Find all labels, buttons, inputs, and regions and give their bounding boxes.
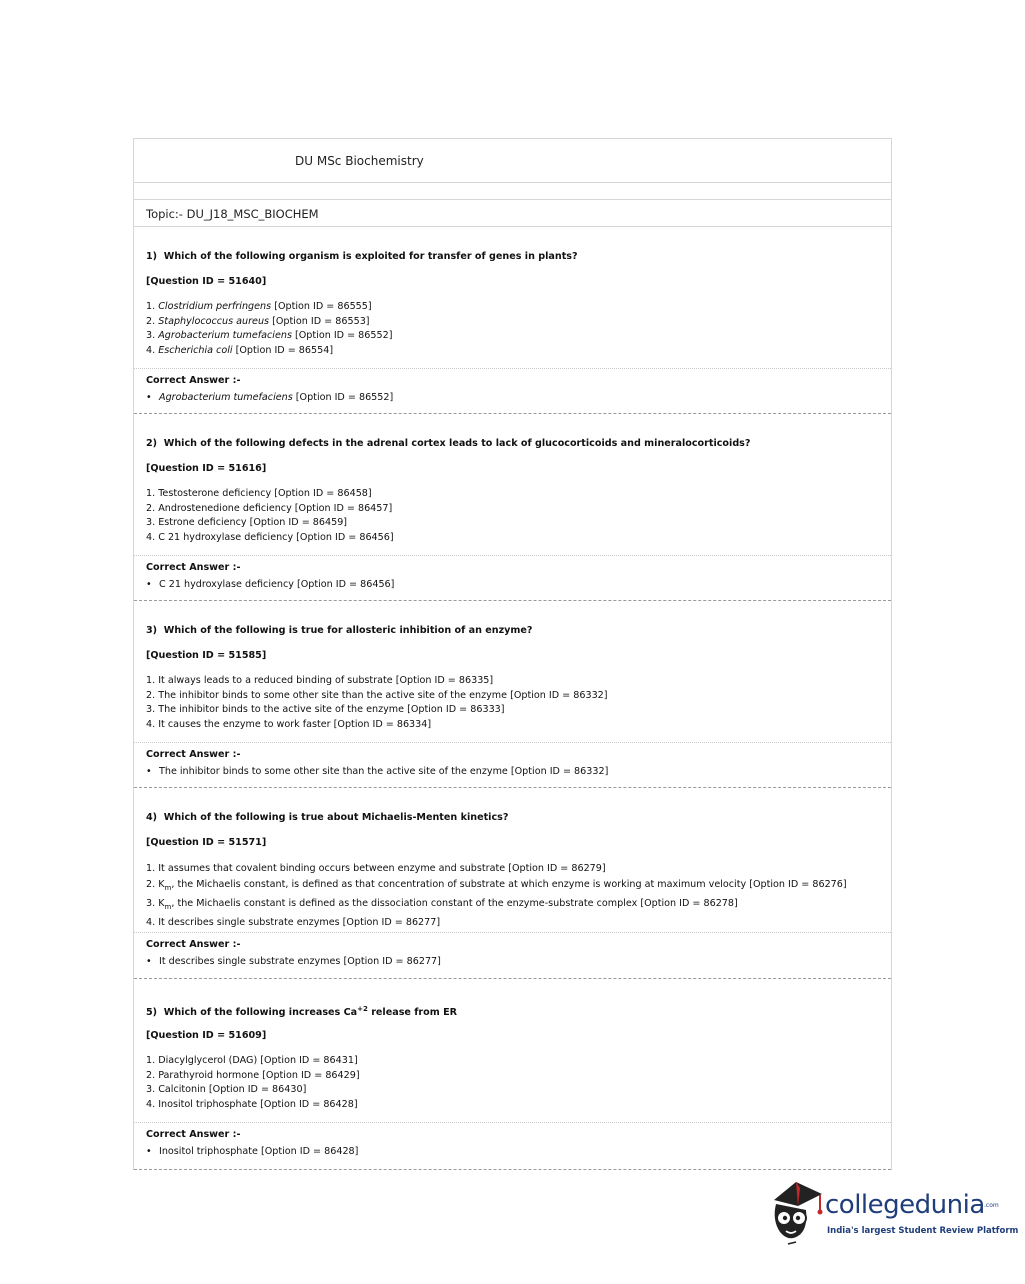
- question-block: [134, 227, 891, 414]
- option-item: 4. Inositol triphosphate [Option ID = 86428]: [146, 1099, 358, 1111]
- question-text: 5) Which of the following increases $Ca^{+2}$ release from ER: [146, 1005, 458, 1019]
- question-text: 3) Which of the following is true for allosteric inhibition of an enzyme?: [146, 625, 533, 636]
- answer-divider: [134, 368, 891, 369]
- question-block: [134, 414, 891, 601]
- option-item: 1. It assumes that covalent binding occurs between enzyme and substrate [Option ID = 86279]: [146, 863, 606, 874]
- question-text: 4) Which of the following is true about Michaelis-Menten kinetics?: [146, 812, 509, 823]
- question-block: [134, 788, 891, 979]
- option-item: 2. Staphylococcus aureus [Option ID = 86553]: [146, 315, 370, 327]
- brand-name: collegedunia: [825, 1190, 985, 1220]
- option-item: 4. Escherichia coli [Option ID = 86554]: [146, 345, 334, 357]
- correct-answer-label: Correct Answer :-: [146, 939, 241, 950]
- option-item: 4. It describes single substrate enzymes [Option ID = 86277]: [146, 917, 441, 929]
- correct-answer-label: Correct Answer :-: [146, 749, 241, 760]
- option-item: 3. $K_m$, the Michaelis constant is defined as the dissociation constant of the enzyme-substrate complex [Option ID = 86278]: [146, 897, 738, 911]
- question-text: 1) Which of the following organism is exploited for transfer of genes in plants?: [146, 251, 578, 262]
- question-block: [134, 601, 891, 788]
- question-id: [Question ID = 51585]: [146, 650, 267, 661]
- option-item: 2. The inhibitor binds to some other site than the active site of the enzyme [Option ID = 86332]: [146, 689, 608, 701]
- option-item: 2. Androstenedione deficiency [Option ID = 86457]: [146, 502, 393, 514]
- option-item: 1. Clostridium perfringens [Option ID = 86555]: [146, 301, 372, 312]
- mascot-icon: [766, 1176, 824, 1248]
- option-list: [146, 487, 394, 546]
- paper-header: [134, 139, 891, 183]
- option-item: 4. It causes the enzyme to work faster [Option ID = 86334]: [146, 719, 432, 731]
- option-item: 3. The inhibitor binds to the active site of the enzyme [Option ID = 86333]: [146, 704, 505, 716]
- option-item: 3. Calcitonin [Option ID = 86430]: [146, 1084, 307, 1096]
- correct-answer: • Agrobacterium tumefaciens [Option ID = 86552]: [146, 392, 394, 403]
- correct-answer: • The inhibitor binds to some other site than the active site of the enzyme [Option ID = 86332]: [146, 766, 609, 777]
- option-item: 2. $K_m$, the Michaelis constant, is defined as that concentration of substrate at which enzyme is working at maximum velocity [Option ID = 86276]: [146, 878, 847, 892]
- option-list: [146, 300, 392, 359]
- option-list: [146, 861, 847, 931]
- option-item: 1. Testosterone deficiency [Option ID = 86458]: [146, 488, 372, 499]
- question-id: [Question ID = 51616]: [146, 463, 267, 474]
- collegedunia-logo: [766, 1176, 1019, 1248]
- answer-divider: [134, 1122, 891, 1123]
- answer-divider: [134, 932, 891, 933]
- option-item: 1. Diacylglycerol (DAG) [Option ID = 86431]: [146, 1055, 358, 1066]
- question-id: [Question ID = 51609]: [146, 1030, 267, 1041]
- question-id: [Question ID = 51640]: [146, 276, 267, 287]
- option-item: 2. Parathyroid hormone [Option ID = 86429]: [146, 1069, 360, 1081]
- question-paper: [133, 138, 892, 1170]
- answer-divider: [134, 555, 891, 556]
- correct-answer-label: Correct Answer :-: [146, 1129, 241, 1140]
- option-item: 1. It always leads to a reduced binding of substrate [Option ID = 86335]: [146, 675, 494, 686]
- correct-answer: • C 21 hydroxylase deficiency [Option ID = 86456]: [146, 579, 395, 590]
- option-list: [146, 674, 608, 733]
- paper-title: DU MSc Biochemistry: [295, 154, 424, 168]
- correct-answer-label: Correct Answer :-: [146, 375, 241, 386]
- answer-divider: [134, 742, 891, 743]
- question-text: 2) Which of the following defects in the adrenal cortex leads to lack of glucocorticoids and mineralocorticoids?: [146, 438, 751, 449]
- question-id: [Question ID = 51571]: [146, 837, 267, 848]
- option-list: [146, 1054, 360, 1113]
- topic-row: [134, 200, 891, 227]
- brand-domain: .com: [984, 1202, 999, 1209]
- option-item: 4. C 21 hydroxylase deficiency [Option ID = 86456]: [146, 532, 394, 544]
- brand-tagline: India's largest Student Review Platform: [827, 1226, 1019, 1236]
- option-item: 3. Agrobacterium tumefaciens [Option ID = 86552]: [146, 330, 393, 342]
- correct-answer: • Inositol triphosphate [Option ID = 86428]: [146, 1146, 359, 1157]
- topic-label: Topic:- DU_J18_MSC_BIOCHEM: [146, 207, 319, 221]
- question-block: [134, 979, 891, 1170]
- correct-answer: • It describes single substrate enzymes [Option ID = 86277]: [146, 956, 441, 967]
- option-item: 3. Estrone deficiency [Option ID = 86459]: [146, 517, 348, 529]
- correct-answer-label: Correct Answer :-: [146, 562, 241, 573]
- header-spacer: [134, 183, 891, 200]
